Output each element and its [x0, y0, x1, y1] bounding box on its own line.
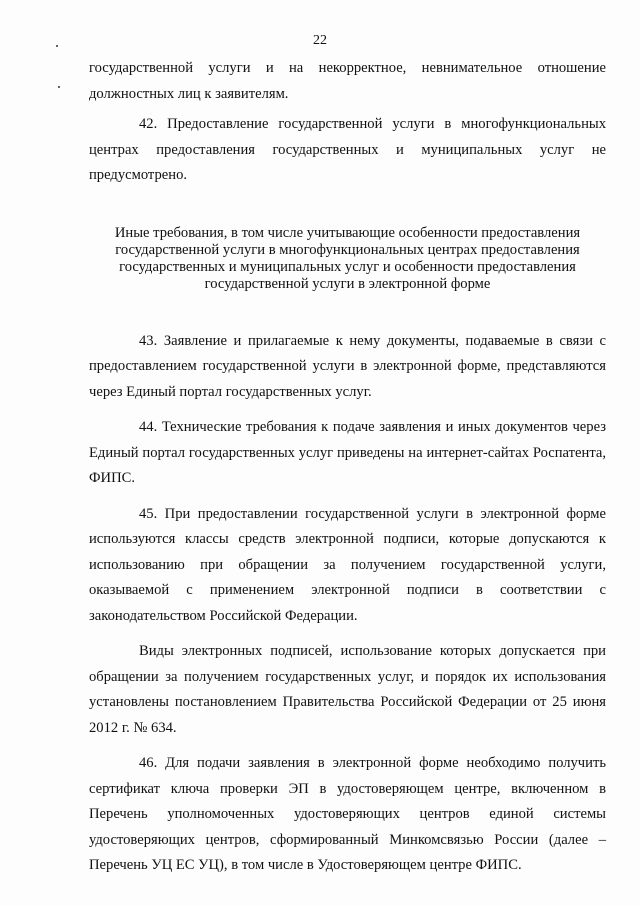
paragraph-43: 43. Заявление и прилагаемые к нему документы, подаваемые в связи с предоставлением государственной услуги в электронной форме, представляются через Единый портал государственных услуг.: [89, 332, 606, 400]
scan-speck: [58, 86, 60, 88]
paragraph-42: 42. Предоставление государственной услуги в многофункциональных центрах предоставления государственных и муниципальных услуг не предусмотрено.: [89, 116, 606, 183]
paragraph-44: 44. Технические требования к подаче заявления и иных документов через Единый портал государственных услуг приведены на интернет-сайтах Роспатента, ФИПС.: [89, 419, 606, 486]
section-heading: [89, 225, 606, 293]
page-number: 22: [313, 33, 327, 48]
paragraph-46: 46. Для подачи заявления в электронной форме необходимо получить сертификат ключа проверки ЭП в удостоверяющем центре, включенном в Перечень уполномоченных удостоверяющих центров единой системы удостоверяющих центров, сформированный Минкомсвязью России (далее – Перечень УЦ ЕС УЦ), в том числе в Удостоверяющем центре ФИПС.: [89, 755, 606, 873]
heading-line: Иные требования, в том числе учитывающие особенности предоставления: [114, 224, 581, 241]
paragraph-continuation: государственной услуги и на некорректное, невнимательное отношение должностных лиц к заявителям.: [89, 60, 606, 102]
heading-line: государственных и муниципальных услуг и особенности предоставления: [119, 258, 576, 275]
paragraph-45: 45. При предоставлении государственной услуги в электронной форме используются классы средств электронной подписи, которые допускаются к использованию при обращении за получением государственной услуги, оказываемой с применением электронной подписи в соответствии с законодательством Российской Федерации.: [89, 505, 606, 624]
heading-line: государственной услуги в электронной форме: [204, 275, 491, 292]
paragraph-signature-types: Виды электронных подписей, использование которых допускается при обращении за получением государственных услуг, и порядок их использования установлены постановлением Правительства Российской Федерации от 25 июня 2012 г. № 634.: [89, 643, 606, 736]
document-body: [89, 56, 606, 879]
heading-line: государственной услуги в многофункциональных центрах предоставления: [115, 241, 580, 258]
